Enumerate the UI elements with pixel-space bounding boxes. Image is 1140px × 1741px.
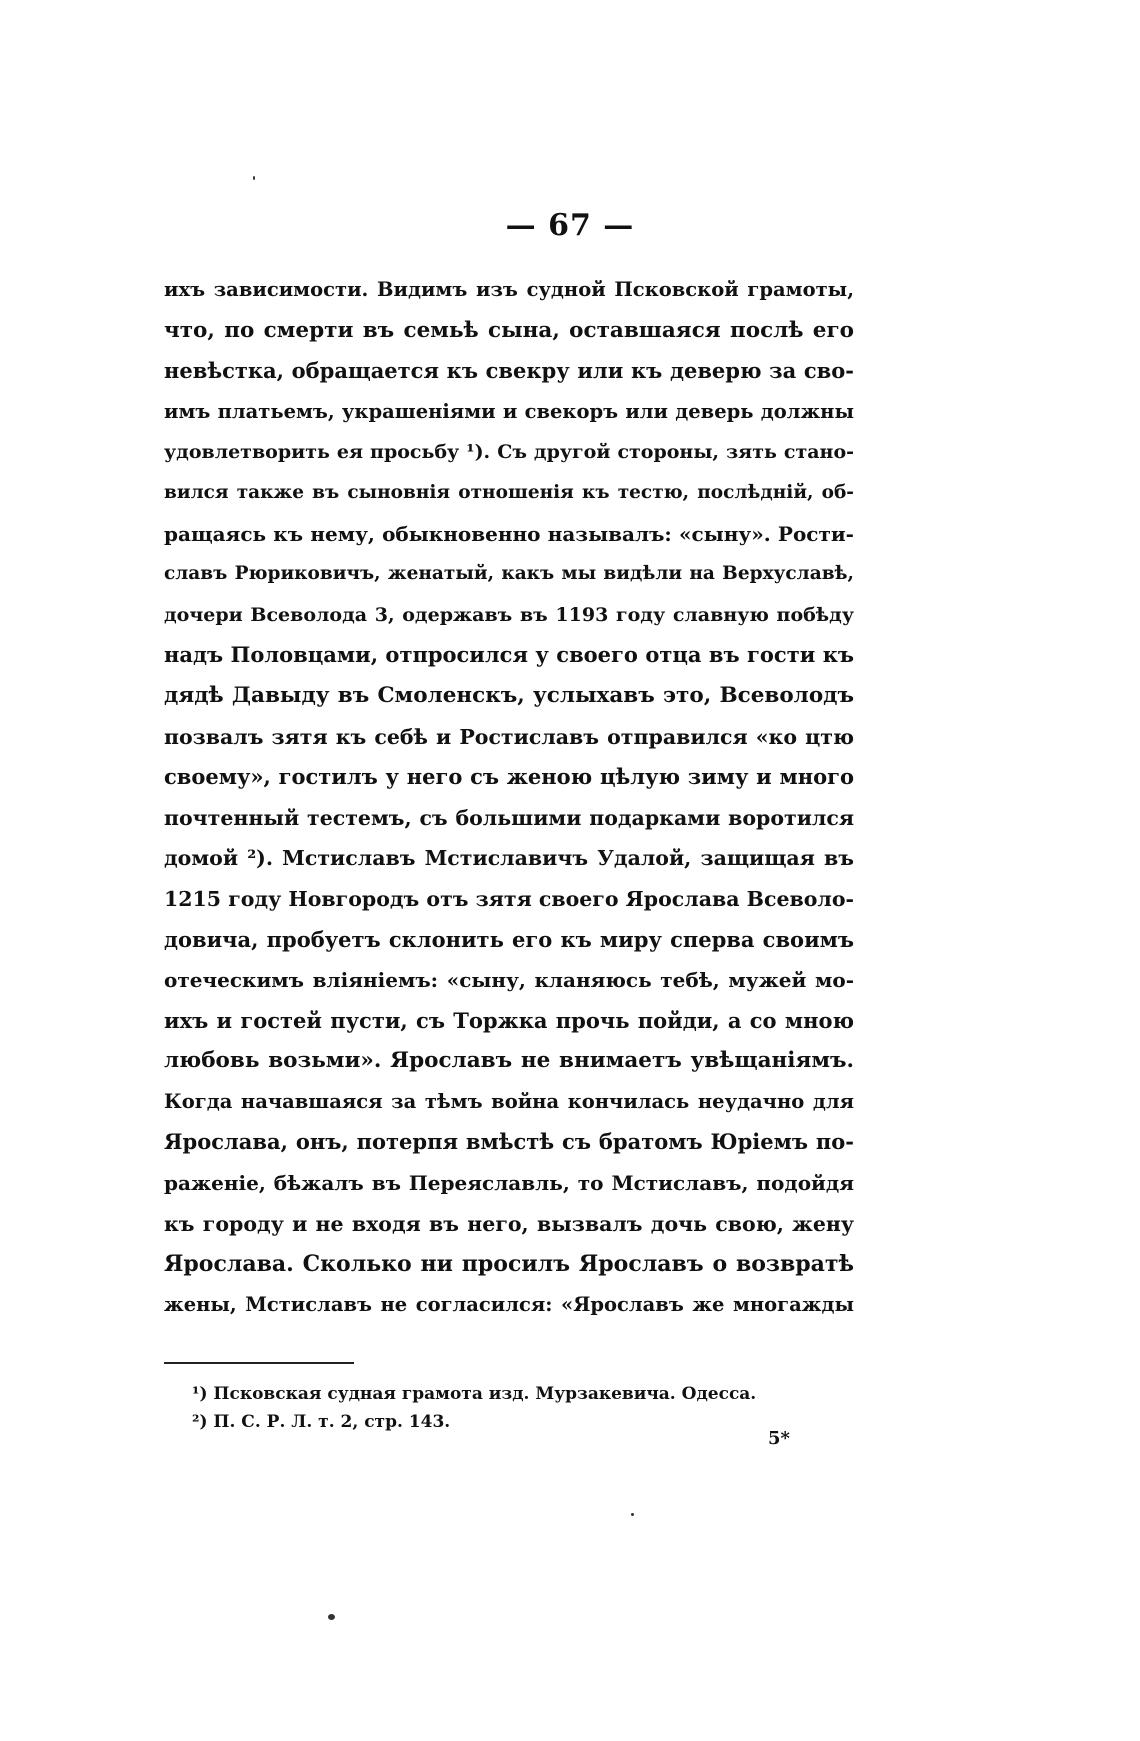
text-line: что, по смерти въ семьѣ сына, оставшаяся послѣ его — [164, 317, 854, 343]
text-line: дочери Всеволода 3, одержавъ въ 1193 году славную побѣду — [164, 603, 854, 626]
text-line: Ярослава, онъ, потерпя вмѣстѣ съ братомъ Юріемъ по- — [164, 1129, 854, 1155]
text-line: отеческимъ вліяніемъ: «сыну, кланяюсь тебѣ, мужей мо- — [164, 968, 854, 993]
text-line: къ городу и не входя въ него, вызвалъ дочь свою, жену — [164, 1211, 854, 1236]
text-line: Ярослава. Сколько ни просилъ Ярославъ о возвратѣ — [164, 1251, 854, 1278]
text-line: ихъ зависимости. Видимъ изъ судной Псковской грамоты, — [164, 278, 854, 301]
text-line: 1215 году Новгородъ отъ зятя своего Ярослава Всеволо- — [164, 886, 855, 911]
text-line: довича, пробуетъ склонить его къ миру сперва своимъ — [164, 926, 854, 952]
text-line: удовлетворить ея просьбу ¹). Съ другой стороны, зять стано- — [164, 441, 854, 464]
text-line: любовь возьми». Ярославъ не внимаетъ увѣщаніямъ. — [164, 1048, 854, 1074]
text-line: почтенный тестемъ, съ большими подарками воротился — [164, 805, 854, 830]
text-line: дядѣ Давыду въ Смоленскъ, услыхавъ это, Всеволодъ — [164, 682, 854, 708]
ink-speck — [631, 1513, 634, 1516]
text-line: своему», гостилъ у него съ женою цѣлую зиму и много — [164, 764, 854, 790]
text-line: имъ платьемъ, украшеніями и свекоръ или деверь должны — [164, 399, 854, 423]
text-line: невѣстка, обращается къ свекру или къ деверю за сво- — [164, 358, 854, 384]
text-line: славъ Рюриковичъ, женатый, какъ мы видѣли на Верхуславѣ, — [164, 563, 854, 585]
text-line: позвалъ зятя къ себѣ и Ростиславъ отправился «ко цтю — [164, 724, 854, 749]
text-line: раженіе, бѣжалъ въ Переяславль, то Мстиславъ, подойдя — [164, 1171, 854, 1196]
footnote-1: ¹) Псковская судная грамота изд. Мурзакевича. Одесса. — [192, 1384, 757, 1404]
ink-speck — [328, 1614, 335, 1620]
footnote-2: ²) П. С. Р. Л. т. 2, стр. 143. — [192, 1412, 451, 1432]
text-line: ращаясь къ нему, обыкновенно называлъ: «сыну». Рости- — [164, 521, 854, 546]
text-line: жены, Мстиславъ не согласился: «Ярославъ же многажды — [164, 1292, 854, 1316]
ink-speck — [253, 176, 255, 180]
text-line: ихъ и гостей пусти, съ Торжка прочь пойди, а со мною — [164, 1007, 854, 1033]
footnote-divider — [164, 1362, 354, 1364]
page-number: — 67 — — [505, 208, 635, 243]
footnotes — [192, 1380, 832, 1436]
text-line: домой ²). Мстиславъ Мстиславичъ Удалой, защищая въ — [164, 846, 854, 871]
text-line: Когда начавшаяся за тѣмъ война кончилась неудачно для — [164, 1089, 854, 1113]
text-line: вился также въ сыновнія отношенія къ тестю, послѣдній, об- — [164, 481, 854, 503]
body-text — [164, 270, 854, 1325]
text-line: надъ Половцами, отпросился у своего отца въ гости къ — [164, 642, 854, 668]
signature-mark: 5* — [768, 1428, 790, 1449]
